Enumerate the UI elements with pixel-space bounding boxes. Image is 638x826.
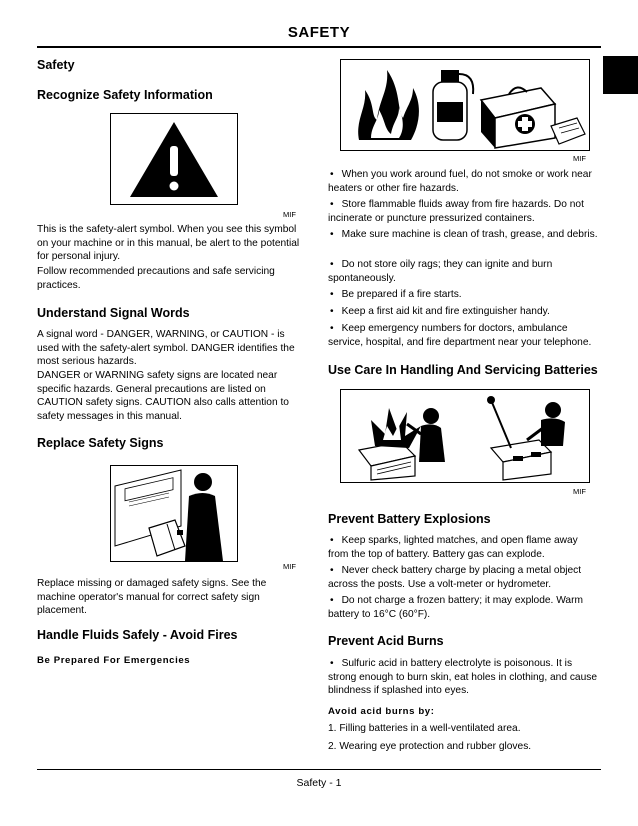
fire-safety-image	[340, 59, 590, 151]
acid-step-1: 1. Filling batteries in a well-ventilated area.	[328, 723, 521, 734]
image-label: MIF	[573, 154, 586, 163]
fire-bullet-2: • Store flammable fluids away from fire hazards. Do not incinerate or puncture pressurized containers.	[328, 198, 600, 225]
safety-heading: Safety	[37, 58, 75, 72]
fluids-heading: Handle Fluids Safely - Avoid Fires	[37, 628, 238, 642]
batteries-heading: Use Care In Handling And Servicing Batteries	[328, 363, 598, 377]
acid-subheading: Avoid acid burns by:	[328, 706, 435, 717]
replace-heading: Replace Safety Signs	[37, 436, 164, 450]
fire-bullet-5: • Be prepared if a fire starts.	[328, 288, 600, 302]
explosion-bullet-2: • Never check battery charge by placing a metal object across the posts. Use a volt-meter or hydrometer.	[328, 564, 600, 591]
recognize-paragraph-1: This is the safety-alert symbol. When you see this symbol on your machine or in this manual, be alert to the potential for personal injury.	[37, 224, 300, 262]
explosion-bullet-3: • Do not charge a frozen battery; it may explode. Warm battery to 16°C (60°F).	[328, 594, 600, 621]
signal-heading: Understand Signal Words	[37, 306, 190, 320]
explosion-bullet-1: • Keep sparks, lighted matches, and open flame away from the top of battery. Battery gas can explode.	[328, 534, 600, 561]
fire-and-first-aid-icon	[341, 60, 589, 150]
page-number: Safety - 1	[296, 777, 342, 789]
image-label: MIF	[283, 210, 296, 219]
battery-explosion-icon	[341, 390, 589, 482]
fire-bullet-4: • Do not store oily rags; they can ignite and burn spontaneously.	[328, 258, 600, 285]
safety-alert-image	[110, 113, 238, 205]
recognize-paragraph-2: Follow recommended precautions and safe servicing practices.	[37, 266, 275, 291]
recognize-heading: Recognize Safety Information	[37, 88, 213, 102]
acid-bullet: • Sulfuric acid in battery electrolyte is poisonous. It is strong enough to burn skin, eat holes in clothing, and cause blindness if splashed into eyes.	[328, 657, 600, 698]
replace-signs-image	[110, 465, 238, 562]
fire-bullet-3: • Make sure machine is clean of trash, grease, and debris.	[328, 228, 600, 242]
fluids-subheading: Be Prepared For Emergencies	[37, 655, 191, 666]
safety-alert-symbol-icon	[111, 114, 237, 204]
signal-paragraph-1: A signal word - DANGER, WARNING, or CAUTION - is used with the safety-alert symbol. DANGER identifies the most serious hazards.	[37, 329, 295, 367]
footer-rule	[37, 769, 601, 770]
acid-heading: Prevent Acid Burns	[328, 634, 444, 648]
signal-paragraph-2: DANGER or WARNING safety signs are located near specific hazards. General precautions are listed on CAUTION safety signs. CAUTION also calls attention to safety messages in this manual.	[37, 370, 289, 422]
explosions-heading: Prevent Battery Explosions	[328, 512, 491, 526]
section-tab	[603, 56, 638, 94]
image-label: MIF	[573, 487, 586, 496]
fire-bullet-6: • Keep a first aid kit and fire extinguisher handy.	[328, 305, 600, 319]
person-reading-manual-icon	[111, 466, 237, 561]
replace-paragraph-1: Replace missing or damaged safety signs. See the machine operator's manual for correct safety sign placement.	[37, 578, 267, 616]
fire-bullet-1: • When you work around fuel, do not smoke or work near heaters or other fire hazards.	[328, 168, 600, 195]
battery-safety-image	[340, 389, 590, 483]
fire-bullet-7: • Keep emergency numbers for doctors, ambulance service, hospital, and fire department near your telephone.	[328, 322, 600, 349]
header-rule	[37, 46, 601, 48]
image-label: MIF	[283, 562, 296, 571]
acid-step-2: 2. Wearing eye protection and rubber gloves.	[328, 741, 532, 752]
page-title: SAFETY	[287, 24, 351, 41]
